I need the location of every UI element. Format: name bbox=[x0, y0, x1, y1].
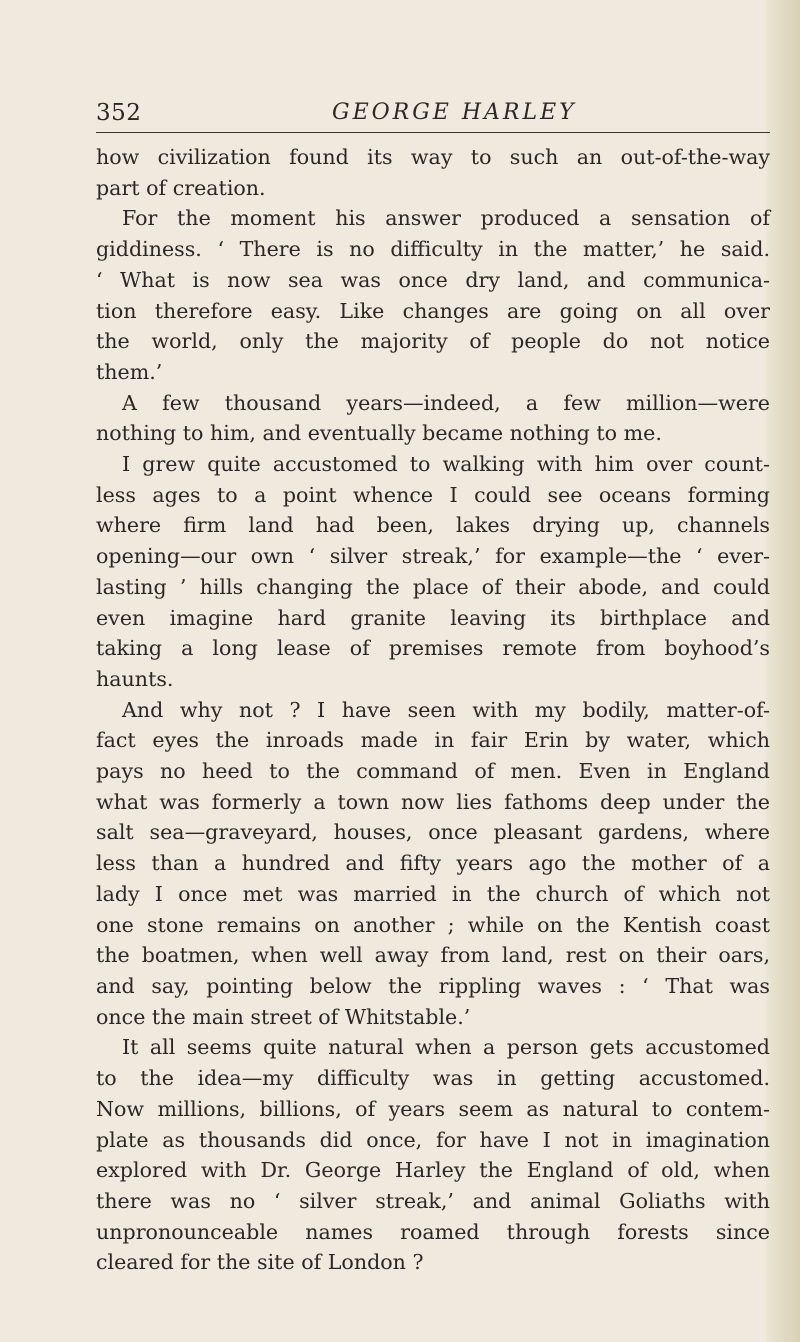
text-line: to the idea—my difficulty was in getting accustomed. bbox=[96, 1066, 770, 1091]
text-line: explored with Dr. George Harley the England of old, when bbox=[96, 1158, 770, 1183]
text-line: and say, pointing below the rippling waves : ‘ That was bbox=[96, 973, 770, 998]
text-line: plate as thousands did once, for have I not in imagination bbox=[96, 1127, 770, 1152]
text-line: A few thousand years—indeed, a few million—were bbox=[122, 390, 770, 415]
text-line: salt sea—graveyard, houses, once pleasant gardens, where bbox=[96, 820, 770, 845]
text-line: Now millions, billions, of years seem as natural to contem- bbox=[96, 1096, 770, 1121]
text-line: nothing to him, and eventually became nothing to me. bbox=[96, 421, 662, 446]
text-line: It all seems quite natural when a person gets accustomed bbox=[122, 1035, 770, 1060]
text-line: where firm land had been, lakes drying up, channels bbox=[96, 513, 770, 538]
paragraph bbox=[96, 388, 770, 449]
text-line: I grew quite accustomed to walking with him over count- bbox=[122, 452, 770, 477]
text-line: opening—our own ‘ silver streak,’ for example—the ‘ ever- bbox=[96, 544, 770, 569]
page-edge-shadow bbox=[766, 0, 800, 1342]
running-head: GEORGE HARLEY bbox=[332, 100, 577, 125]
paragraph bbox=[96, 203, 770, 387]
paragraph bbox=[96, 1032, 770, 1278]
text-line: less ages to a point whence I could see oceans forming bbox=[96, 482, 770, 507]
text-line: ‘ What is now sea was once dry land, and communica- bbox=[96, 267, 770, 292]
text-line: unpronounceable names roamed through forests since bbox=[96, 1219, 770, 1244]
text-line: For the moment his answer produced a sensation of bbox=[122, 206, 770, 231]
paragraph bbox=[96, 142, 770, 203]
text-line: tion therefore easy. Like changes are going on all over bbox=[96, 298, 770, 323]
text-line: cleared for the site of London ? bbox=[96, 1250, 424, 1275]
text-line: taking a long lease of premises remote from boyhood’s bbox=[96, 636, 770, 661]
text-line: giddiness. ‘ There is no difficulty in the matter,’ he said. bbox=[96, 237, 770, 262]
text-line: there was no ‘ silver streak,’ and animal Goliaths with bbox=[96, 1188, 770, 1213]
text-line: pays no heed to the command of men. Even in England bbox=[96, 759, 770, 784]
text-line: the boatmen, when well away from land, rest on their oars, bbox=[96, 943, 770, 968]
text-line: them.’ bbox=[96, 359, 163, 384]
text-line: haunts. bbox=[96, 666, 174, 691]
text-line: fact eyes the inroads made in fair Erin by water, which bbox=[96, 728, 770, 753]
text-line: lady I once met was married in the church of which not bbox=[96, 881, 770, 906]
text-line: how civilization found its way to such an out-of-the-way bbox=[96, 145, 770, 169]
text-line: less than a hundred and fifty years ago the mother of a bbox=[96, 851, 770, 876]
body-text bbox=[96, 142, 770, 1278]
page-number: 352 bbox=[96, 100, 142, 126]
text-line: even imagine hard granite leaving its birthplace and bbox=[96, 605, 770, 630]
text-line: And why not ? I have seen with my bodily, matter-of- bbox=[122, 697, 770, 722]
text-line: part of creation. bbox=[96, 175, 266, 200]
text-line: once the main street of Whitstable.’ bbox=[96, 1004, 471, 1029]
page-header bbox=[96, 96, 770, 133]
paragraph bbox=[96, 695, 770, 1033]
text-line: lasting ’ hills changing the place of their abode, and could bbox=[96, 574, 770, 599]
text-line: one stone remains on another ; while on the Kentish coast bbox=[96, 912, 770, 937]
text-line: the world, only the majority of people do not notice bbox=[96, 329, 770, 354]
paragraph bbox=[96, 449, 770, 695]
text-line: what was formerly a town now lies fathoms deep under the bbox=[96, 789, 770, 814]
